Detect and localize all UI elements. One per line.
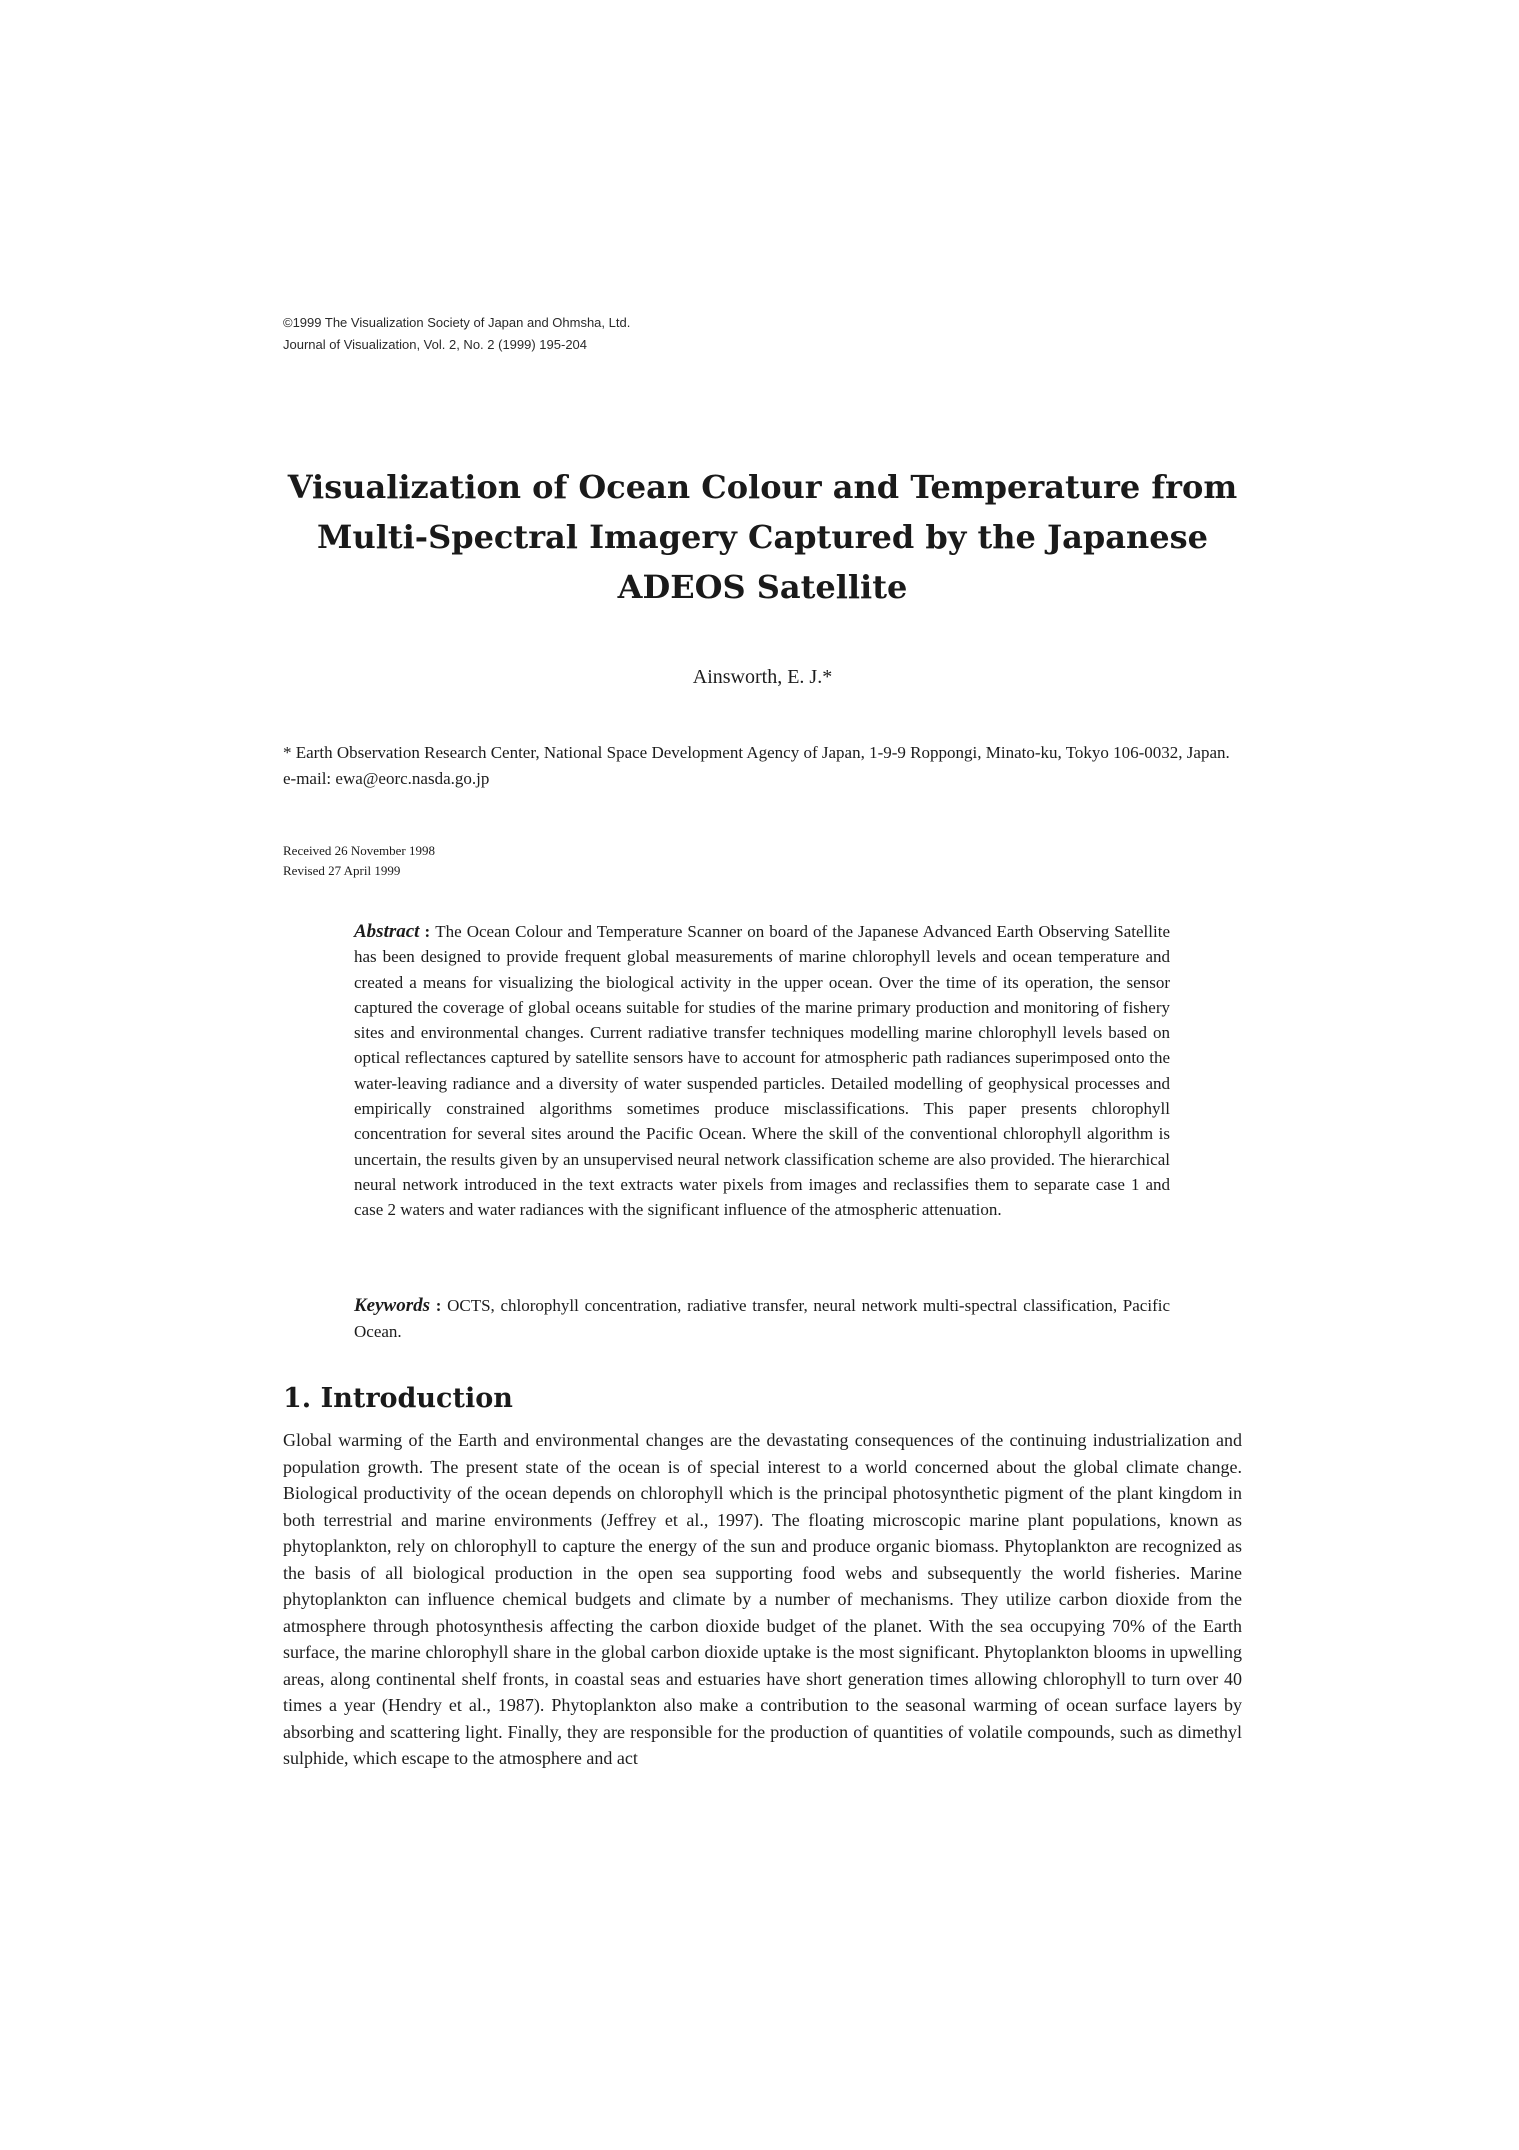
author-name: Ainsworth, E. J.* bbox=[692, 666, 833, 688]
keywords bbox=[354, 1293, 1170, 1345]
author-email: e-mail: ewa@eorc.nasda.go.jp bbox=[283, 769, 490, 788]
introduction-paragraph: Global warming of the Earth and environmental changes are the devastating consequences of the continuing industrialization and population growth. The present state of the ocean is of special interest to a world concerned about the global climate change. Biological productivity of the ocean depends on chlorophyll which is the principal photosynthetic pigment of the plant kingdom in both terrestrial and marine environments (Jeffrey et al., 1997). The floating microscopic marine plant populations, known as phytoplankton, rely on chlorophyll to capture the energy of the sun and produce organic biomass. Phytoplankton are recognized as the basis of all biological production in the open sea supporting food webs and subsequently the world fisheries. Marine phytoplankton can influence chemical budgets and climate by a number of mechanisms. They utilize carbon dioxide from the atmosphere through photosynthesis affecting the carbon dioxide budget of the planet. With the sea occupying 70% of the Earth surface, the marine chlorophyll share in the global carbon dioxide uptake is the most significant. Phytoplankton blooms in upwelling areas, along continental shelf fronts, in coastal seas and estuaries have short generation times allowing chlorophyll to turn over 40 times a year (Hendry et al., 1987). Phytoplankton also make a contribution to the seasonal warming of ocean surface layers by absorbing and scattering light. Finally, they are responsible for the production of quantities of volatile compounds, such as dimethyl sulphide, which escape to the atmosphere and act bbox=[283, 1430, 1242, 1768]
copyright-line: ©1999 The Visualization Society of Japan and Ohmsha, Ltd. bbox=[283, 315, 631, 330]
journal-header bbox=[283, 312, 630, 356]
abstract-separator: : bbox=[419, 922, 436, 941]
journal-citation: Journal of Visualization, Vol. 2, No. 2 (1999) 195-204 bbox=[283, 337, 588, 352]
author-affiliation bbox=[283, 740, 1242, 792]
abstract-label: Abstract bbox=[354, 921, 420, 942]
keywords-separator: : bbox=[430, 1296, 448, 1315]
section-heading-introduction: 1. Introduction bbox=[283, 1383, 513, 1414]
paper-title: Visualization of Ocean Colour and Temperature from Multi-Spectral Imagery Captured by the Japanese ADEOS Satellite bbox=[287, 468, 1238, 606]
keywords-text: OCTS, chlorophyll concentration, radiative transfer, neural network multi-spectral classification, Pacific Ocean. bbox=[354, 1296, 1170, 1341]
abstract-text: The Ocean Colour and Temperature Scanner on board of the Japanese Advanced Earth Observing Satellite has been designed to provide frequent global measurements of marine chlorophyll levels and ocean temperature and created a means for visualizing the biological activity in the upper ocean. Over the time of its operation, the sensor captured the coverage of global oceans suitable for studies of the marine primary production and monitoring of fishery sites and environmental changes. Current radiative transfer techniques modelling marine chlorophyll levels based on optical reflectances captured by satellite sensors have to account for atmospheric path radiances superimposed onto the water-leaving radiance and a diversity of water suspended particles. Detailed modelling of geophysical processes and empirically constrained algorithms sometimes produce misclassifications. This paper presents chlorophyll concentration for several sites around the Pacific Ocean. Where the skill of the conventional chlorophyll algorithm is uncertain, the results given by an unsupervised neural network classification scheme are also provided. The hierarchical neural network introduced in the text extracts water pixels from images and reclassifies them to separate case 1 and case 2 waters and water radiances with the significant influence of the atmospheric attenuation. bbox=[354, 922, 1170, 1220]
revised-date: Revised 27 April 1999 bbox=[283, 863, 401, 878]
submission-dates bbox=[283, 841, 435, 881]
keywords-label: Keywords bbox=[354, 1295, 430, 1316]
affiliation-address: * Earth Observation Research Center, National Space Development Agency of Japan, 1-9-9 Roppongi, Minato-ku, Tokyo 106-0032, Japan. bbox=[283, 743, 1230, 762]
abstract bbox=[354, 919, 1170, 1223]
received-date: Received 26 November 1998 bbox=[283, 843, 435, 858]
